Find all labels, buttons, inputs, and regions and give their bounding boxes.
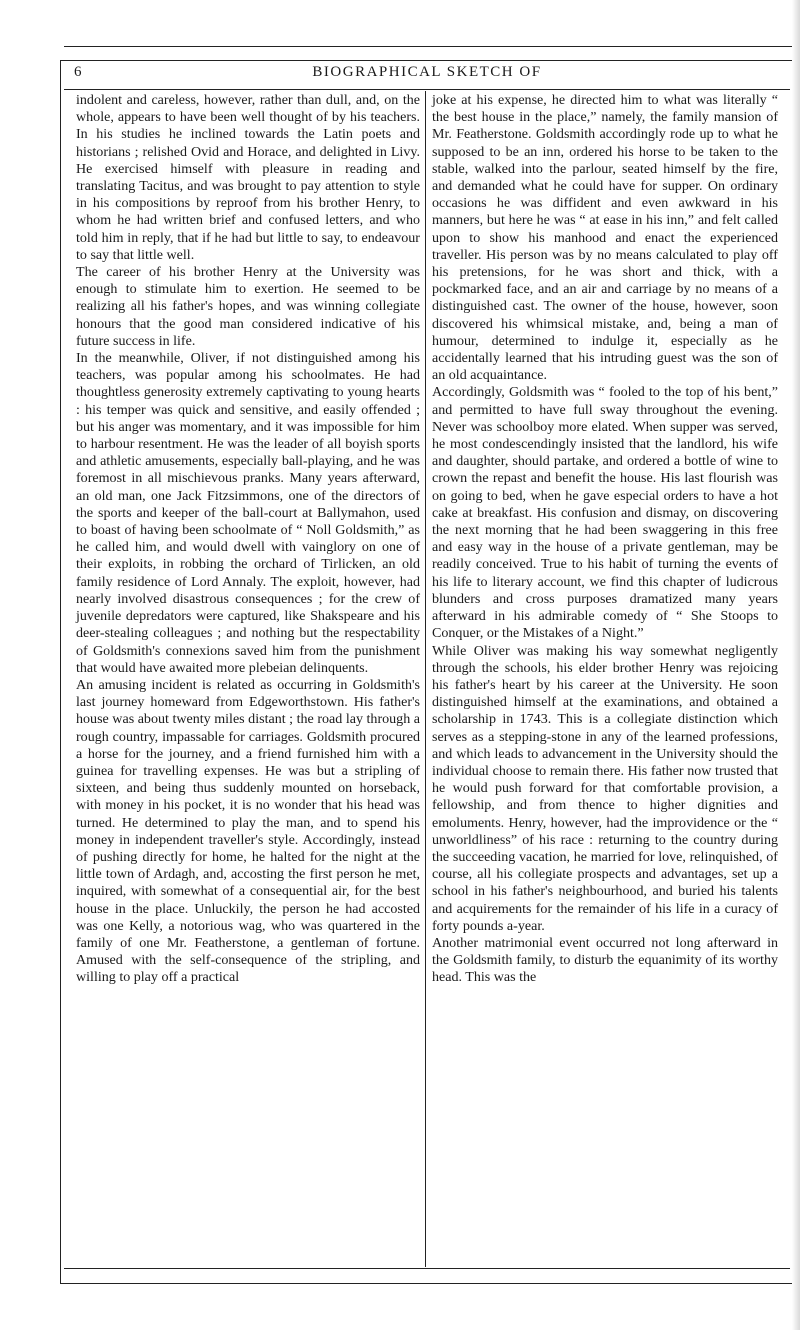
top-page-rule xyxy=(64,46,794,47)
paragraph: Another matrimonial event occurred not long afterward in the Goldsmith family, to disturb the equanimity of its worthy head. This was the xyxy=(432,934,778,986)
column-divider xyxy=(425,91,426,1267)
header-rule xyxy=(64,89,790,90)
left-column xyxy=(76,92,420,987)
right-column xyxy=(432,92,778,987)
paragraph: joke at his expense, he directed him to what was literally “ the best house in the place,” namely, the family mansion of Mr. Featherstone. Goldsmith accordingly rode up to what he supposed to be an inn, ordered his horse to be taken to the stable, walked into the parlour, seated himself by the fire, and demanded what he could have for supper. On ordinary occasions he was diffident and even awkward in his manners, but here he was “ at ease in his inn,” and felt called upon to show his manhood and enact the experienced traveller. His person was by no means calculated to play off his pretensions, for he was short and thick, with a pockmarked face, and an air and carriage by no means of a distinguished cast. The owner of the house, however, soon discovered his whimsical mistake, and, being a man of humour, determined to indulge it, especially as he accidentally learned that his intruding guest was the son of an old acquaintance. xyxy=(432,92,778,384)
paragraph: The career of his brother Henry at the University was enough to stimulate him to exertion. He seemed to be realizing all his father's hopes, and was winning collegiate honours that the good man considered indicative of his future success in life. xyxy=(76,264,420,349)
paragraph: Accordingly, Goldsmith was “ fooled to the top of his bent,” and permitted to have full sway throughout the evening. Never was schoolboy more elated. When supper was served, he most condescendingly insisted that the landlord, his wife and daughter, should partake, and ordered a bottle of wine to crown the repast and benefit the house. His last flourish was on going to bed, when he gave especial orders to have a hot cake at breakfast. His confusion and dismay, on discovering the next morning that he had been swaggering in this free and easy way in the house of a private gentleman, may be readily conceived. True to his habit of turning the events of his life to literary account, we find this chapter of ludicrous blunders and cross purposes dramatized many years afterward in his admirable comedy of “ She Stoops to Conquer, or the Mistakes of a Night.” xyxy=(432,384,778,642)
page-header xyxy=(64,64,790,86)
paragraph: In the meanwhile, Oliver, if not distinguished among his teachers, was popular among his schoolmates. He had thoughtless generosity extremely captivating to young hearts : his temper was quick and sensitive, and easily offended ; but his anger was momentary, and it was impossible for him to harbour resentment. He was the leader of all boyish sports and athletic amusements, especially ball-playing, and he was foremost in all mischievous pranks. Many years afterward, an old man, one Jack Fitzsimmons, one of the directors of the sports and keeper of the ball-court at Ballymahon, used to boast of having been schoolmate of “ Noll Goldsmith,” as he called him, and would dwell with vainglory on one of their exploits, in robbing the orchard of Tirlicken, an old family residence of Lord Annaly. The exploit, however, had nearly involved disastrous consequences ; for the crew of juvenile depredators were captured, like Shakspeare and his deer-stealing colleagues ; and nothing but the respectability of Goldsmith's connexions saved him from the punishment that would have awaited more plebeian delinquents. xyxy=(76,350,420,676)
page-number: 6 xyxy=(74,64,82,80)
bottom-rule xyxy=(64,1268,790,1269)
page-edge-shadow xyxy=(792,0,800,1330)
paragraph: indolent and careless, however, rather than dull, and, on the whole, appears to have been well thought of by his teachers. In his studies he inclined towards the Latin poets and historians ; relished Ovid and Horace, and delighted in Livy. He exercised himself with pleasure in reading and translating Tacitus, and was brought to pay attention to style in his compositions by reproof from his brother Henry, to whom he had written brief and confused letters, and who told him in reply, that if he had but little to say, to endeavour to say that little well. xyxy=(76,92,420,263)
paragraph: An amusing incident is related as occurring in Goldsmith's last journey homeward from Edgeworthstown. His father's house was about twenty miles distant ; the road lay through a rough country, impassable for carriages. Goldsmith procured a horse for the journey, and a friend furnished him with a guinea for travelling expenses. He was but a stripling of sixteen, and being thus suddenly mounted on horseback, with money in his pocket, it is no wonder that his head was turned. He determined to play the man, and to spend his money in independent traveller's style. Accordingly, instead of pushing directly for home, he halted for the night at the little town of Ardagh, and, accosting the first person he met, inquired, with somewhat of a consequential air, for the best house in the place. Unluckily, the person he had accosted was one Kelly, a notorious wag, who was quartered in the family of one Mr. Featherstone, a gentleman of fortune. Amused with the self-consequence of the stripling, and willing to play off a practical xyxy=(76,676,420,986)
paragraph: While Oliver was making his way somewhat negligently through the schools, his elder brother Henry was rejoicing his father's heart by his career at the University. He soon distinguished himself at the examinations, and obtained a scholarship in 1743. This is a collegiate distinction which serves as a stepping-stone in any of the learned professions, and which leads to advancement in the University should the individual choose to remain there. His father now trusted that he would push forward for that comfortable provision, a fellowship, and from thence to higher dignities and emoluments. Henry, however, had the improvidence or the “ unworldliness” of his race : returning to the country during the succeeding vacation, he married for love, relinquished, of course, all his collegiate prospects and advantages, set up a school in his father's neighbourhood, and buried his talents and acquirements for the remainder of his life in a curacy of forty pounds a-year. xyxy=(432,642,778,934)
running-title: BIOGRAPHICAL SKETCH OF xyxy=(312,64,542,80)
